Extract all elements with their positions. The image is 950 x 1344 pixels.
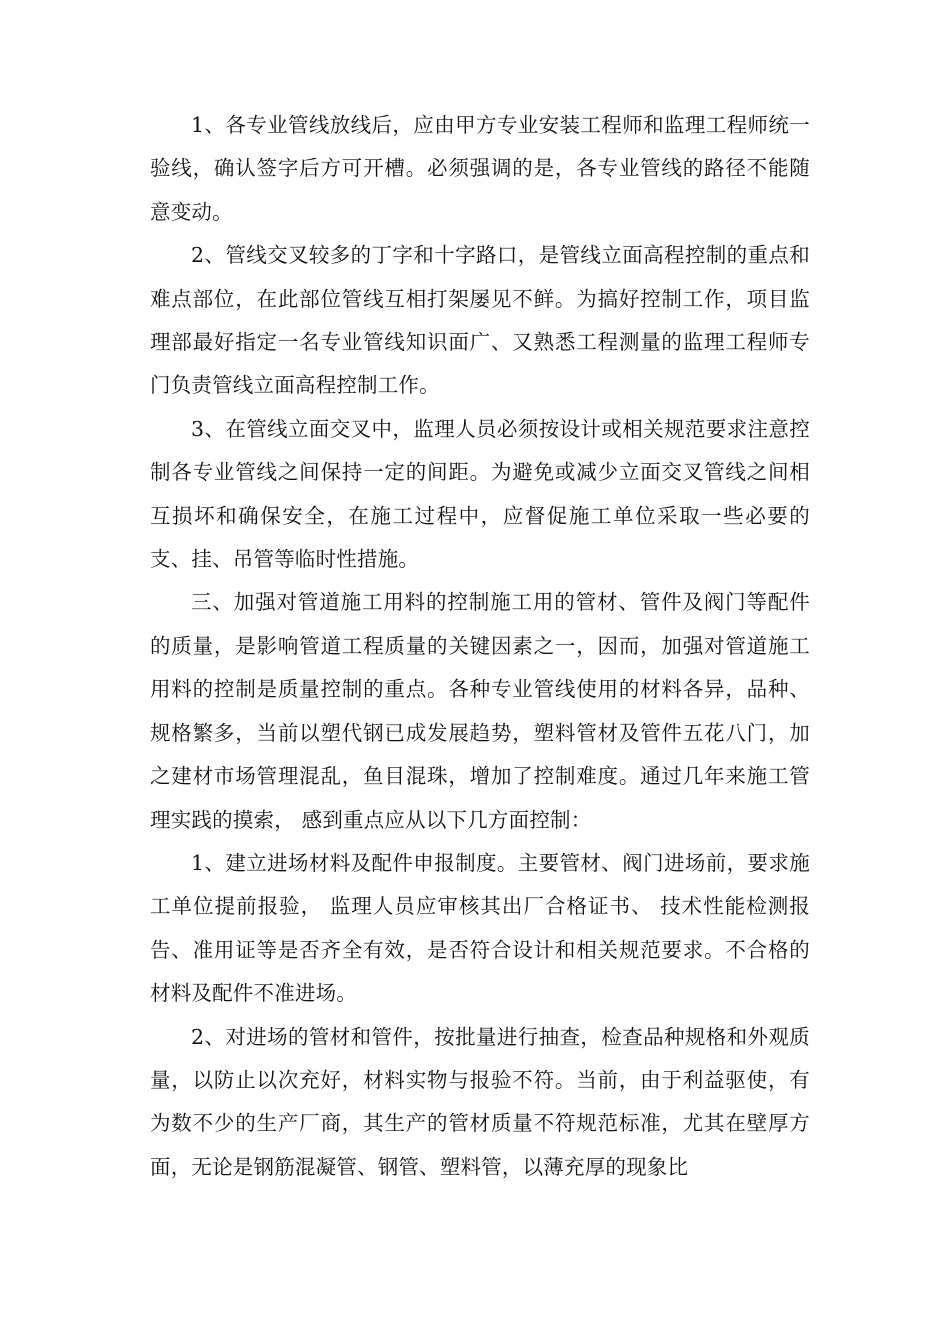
paragraph-3: 3、在管线立面交叉中，监理人员必须按设计或相关规范要求注意控制各专业管线之间保持一定的间距。为避免或减少立面交叉管线之间相互损坏和确保安全，在施工过程中，应督促施工单位采取一些必要的支、挂、吊管等临时性措施。: [150, 416, 810, 572]
document-body: [150, 104, 810, 1189]
paragraph-4: 三、加强对管道施工用料的控制施工用的管材、管件及阀门等配件的质量，是影响管道工程质量的关键因素之一，因而，加强对管道施工用料的控制是质量控制的重点。各种专业管线使用的材料各异，品种、规格繁多，当前以塑代钢已成发展趋势，塑料管材及管件五花八门，加之建材市场管理混乱，鱼目混珠，增加了控制难度。通过几年来施工管理实践的摸索， 感到重点应从以下几方面控制：: [150, 590, 810, 832]
paragraph-2: 2、管线交叉较多的丁字和十字路口，是管线立面高程控制的重点和难点部位，在此部位管线互相打架屡见不鲜。为搞好控制工作，项目监理部最好指定一名专业管线知识面广、又熟悉工程测量的监理工程师专门负责管线立面高程控制工作。: [150, 243, 810, 398]
paragraph-5: 1、建立进场材料及配件申报制度。主要管材、阀门进场前，要求施工单位提前报验， 监理人员应审核其出厂合格证书、 技术性能检测报告、准用证等是否齐全有效，是否符合设计和相关规范要求。不合格的材料及配件不准进场。: [150, 850, 810, 1006]
paragraph-6: 2、对进场的管材和管件，按批量进行抽查，检查品种规格和外观质量，以防止以次充好，材料实物与报验不符。当前，由于利益驱使，有为数不少的生产厂商，其生产的管材质量不符规范标准，尤其在壁厚方面，无论是钢筋混凝管、钢管、塑料管，以薄充厚的现象比: [150, 1024, 810, 1179]
paragraph-1: 1、各专业管线放线后，应由甲方专业安装工程师和监理工程师统一验线，确认签字后方可开槽。必须强调的是，各专业管线的路径不能随意变动。: [150, 113, 810, 224]
